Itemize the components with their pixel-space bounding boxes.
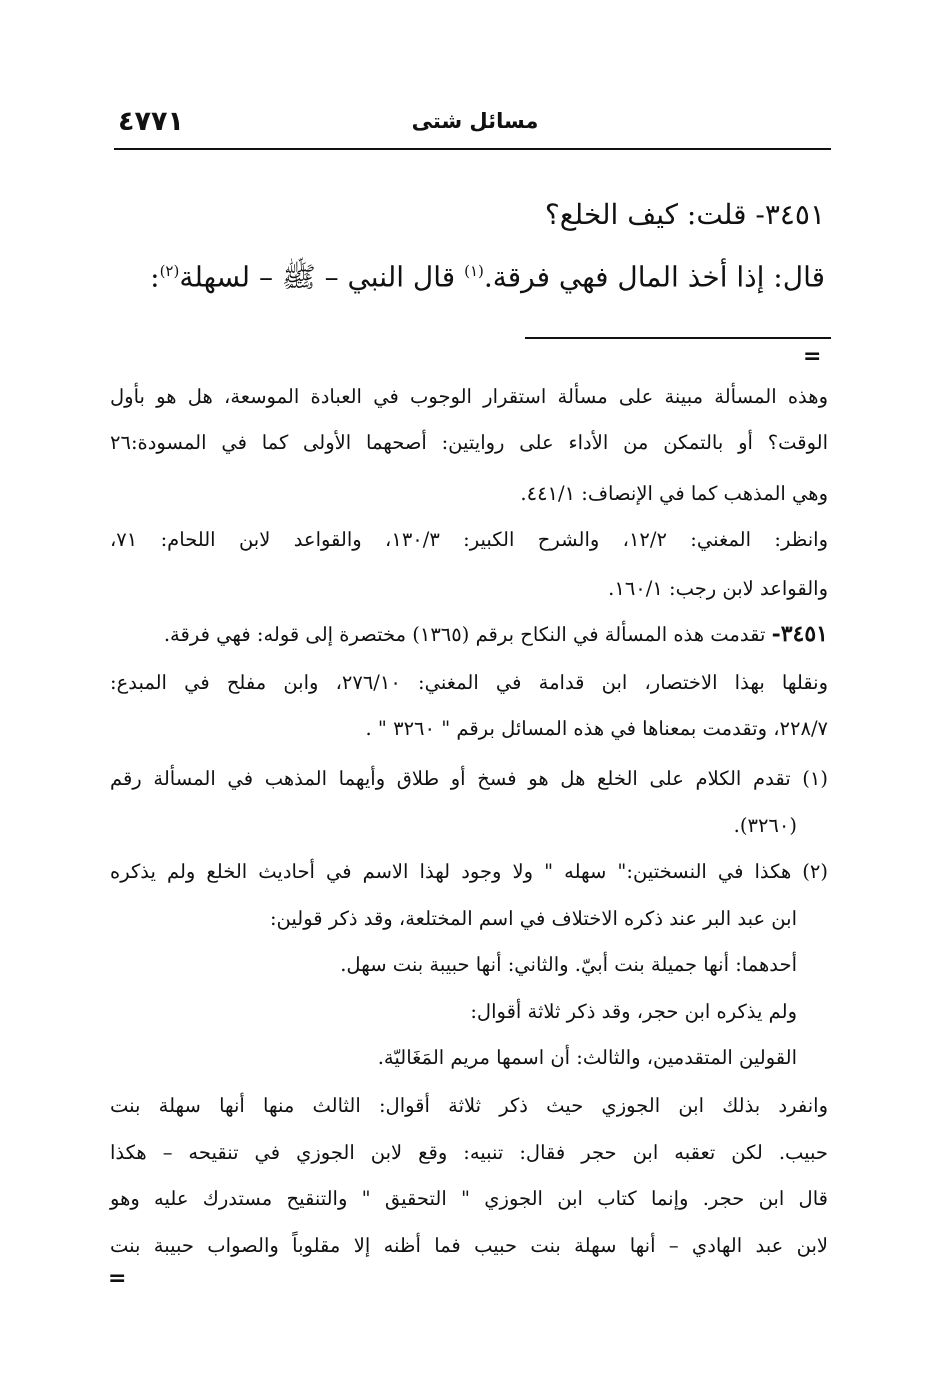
answer-continuation: قال النبي – ﷺ – لسهلة: [179, 260, 465, 294]
numbered-entry: [110, 618, 828, 651]
footnote-ref-1: (١): [464, 262, 484, 280]
answer-text: قال: إذا أخذ المال فهي فرقة.: [483, 260, 825, 294]
continuation-marker-bottom: =: [108, 1266, 127, 1291]
entry-number: ٣٤٥١-: [771, 621, 828, 647]
footnote-line: (٣٢٦٠).: [733, 814, 797, 837]
question-line: ٣٤٥١- قلت: كيف الخلع؟: [544, 198, 825, 231]
footnote-line: وانفرد بذلك ابن الجوزي حيث ذكر ثلاثة أقوال: الثالث منها أنها سهلة بنت: [110, 1094, 828, 1117]
entry-text: تقدمت هذه المسألة في النكاح برقم (١٣٦٥) مختصرة إلى قوله: فهي فرقة.: [163, 623, 772, 646]
footnote-line: والقواعد لابن رجب: ١٦٠/١.: [608, 577, 828, 600]
running-head: مسائل شتى: [411, 109, 539, 133]
footnote-line: حبيب. لكن تعقبه ابن حجر فقال: تنبيه: وقع لابن الجوزي في تنقيحه – هكذا: [110, 1141, 828, 1164]
footnote-line: الوقت؟ أو بالتمكن من الأداء على روايتين: أصحهما الأولى كما في المسودة:٢٦: [110, 431, 828, 454]
footnote-line: ونقلها بهذا الاختصار، ابن قدامة في المغني: ٢٧٦/١٠، وابن مفلح في المبدع:: [110, 671, 828, 694]
footnote-line: ٢٢٨/٧، وتقدمت بمعناها في هذه المسائل برقم " ٣٢٦٠ " .: [365, 717, 828, 740]
footnote-line: وانظر: المغني: ١٢/٢، والشرح الكبير: ١٣٠/٣، والقواعد لابن اللحام: ٧١،: [110, 528, 828, 551]
footnote-ref-2: (٢): [159, 262, 180, 280]
footnote-line: لابن عبد الهادي – أنها سهلة بنت حبيب فما أظنه إلا مقلوباً والصواب حبيبة بنت: [110, 1234, 828, 1257]
footnote-1: (١) تقدم الكلام على الخلع هل هو فسخ أو طلاق وأيهما المذهب في المسألة رقم: [110, 767, 828, 790]
footnote-2: (٢) هكذا في النسختين:" سهله " ولا وجود لهذا الاسم في أحاديث الخلع ولم يذكره: [110, 860, 828, 883]
footnote-line: ابن عبد البر عند ذكره الاختلاف في اسم المختلعة، وقد ذكر قولين:: [269, 907, 797, 930]
page-number: ٤٧٧١: [118, 106, 184, 137]
footnote-separator-rule: [525, 337, 831, 339]
footnote-line: وهذه المسألة مبينة على مسألة استقرار الوجوب في العبادة الموسعة، هل هو بأول: [110, 385, 828, 408]
footnote-line: ولم يذكره ابن حجر، وقد ذكر ثلاثة أقوال:: [470, 1000, 797, 1023]
footnote-line: القولين المتقدمين، والثالث: أن اسمها مريم المَغَاليّة.: [377, 1046, 797, 1069]
answer-line: [105, 251, 825, 297]
header-rule: [114, 148, 831, 150]
footnote-line: قال ابن حجر. وإنما كتاب ابن الجوزي " التحقيق " والتنقيح مستدرك عليه وهو: [110, 1187, 828, 1210]
footnote-line: أحدهما: أنها جميلة بنت أبيّ. والثاني: أنها حبيبة بنت سهل.: [340, 953, 797, 976]
footnote-line: وهي المذهب كما في الإنصاف: ٤٤١/١.: [520, 482, 828, 505]
answer-end: :: [150, 260, 160, 294]
continuation-marker-top: =: [803, 344, 822, 369]
